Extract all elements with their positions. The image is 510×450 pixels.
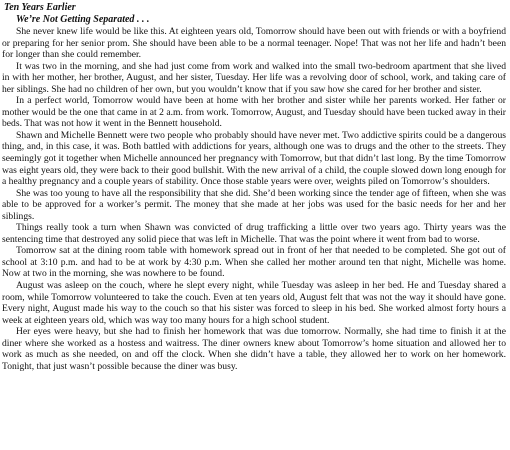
paragraph: It was two in the morning, and she had just come from work and walked into the small two-bedroom apartment that she lived in with her mother, her brother, August, and her sister, Tuesday. Her life was a revolving door of school, work, and taking care of her siblings. She had no children of her own, but you wouldn’t know that if you saw how she cared for her brother and sister. xyxy=(2,60,506,95)
paragraph: Tomorrow sat at the dining room table with homework spread out in front of her that needed to be completed. She got out of school at 3:10 p.m. and had to be at work by 4:30 p.m. When she called her mother around ten that night, Michelle was home. Now at two in the morning, she was nowhere to be found. xyxy=(2,245,506,280)
chapter-title: Ten Years Earlier xyxy=(4,2,76,13)
paragraph: Her eyes were heavy, but she had to finish her homework that was due tomorrow. Normally, she had time to finish it at the diner where she worked as a hostess and waitress. The diner owners knew about Tomorrow’s home situation and allowed her to work as much as she needed, on and off the clock. When she didn’t have a table, they allowed her to work on her homework. Tonight, that just wasn’t possible because the diner was busy. xyxy=(2,326,506,372)
paragraph: She never knew life would be like this. At eighteen years old, Tomorrow should have been out with friends or with a boyfriend or preparing for her senior prom. She should have been able to be a normal teenager. Nope! That was not her life and hadn’t been for longer than she could remember. xyxy=(2,26,506,61)
paragraph: Things really took a turn when Shawn was convicted of drug trafficking a little over two years ago. Thirty years was the sentencing time that destroyed any solid piece that was left in Michelle. That was the point where it went from bad to worse. xyxy=(2,222,506,245)
paragraph: Shawn and Michelle Bennett were two people who probably should have never met. Two addictive spirits could be a dangerous thing, and, in this case, it was. Both battled with addictions for years, although one was to drugs and the other to the streets. They seemingly got it together when Michelle announced her pregnancy with Tomorrow, but that didn’t last long. By the time Tomorrow was eight years old, they were back to their good bullshit. With the new arrival of a child, the couple slowed down long enough for a healthy pregnancy and a couple years of stability. Once those stable years were over, weights piled on Tomorrow’s shoulders. xyxy=(2,129,507,188)
paragraph: August was asleep on the couch, where he slept every night, while Tuesday was asleep in her bed. He and Tuesday shared a room, while Tomorrow volunteered to take the couch. Even at ten years old, August felt that was not the way it should have gone. Every night, August made his way to the couch so that his sister was forced to sleep in his bed. She worked almost forty hours a week at eighteen years old, which was way too many hours for a high school student. xyxy=(2,280,506,326)
paragraph: She was too young to have all the responsibility that she did. She’d been working since the tender age of fifteen, when she was able to be approved for a worker’s permit. The money that she made at her jobs was used for the basic needs for her and her siblings. xyxy=(2,187,506,222)
paragraph: In a perfect world, Tomorrow would have been at home with her brother and sister while her parents worked. Her father or mother would be the one that came in at 2 a.m. from work. Tomorrow, August, and Tuesday should have been tucked away in their beds. That was not how it went in the Bennett household. xyxy=(2,95,506,130)
chapter-subtitle: We’re Not Getting Separated . . . xyxy=(16,14,150,25)
